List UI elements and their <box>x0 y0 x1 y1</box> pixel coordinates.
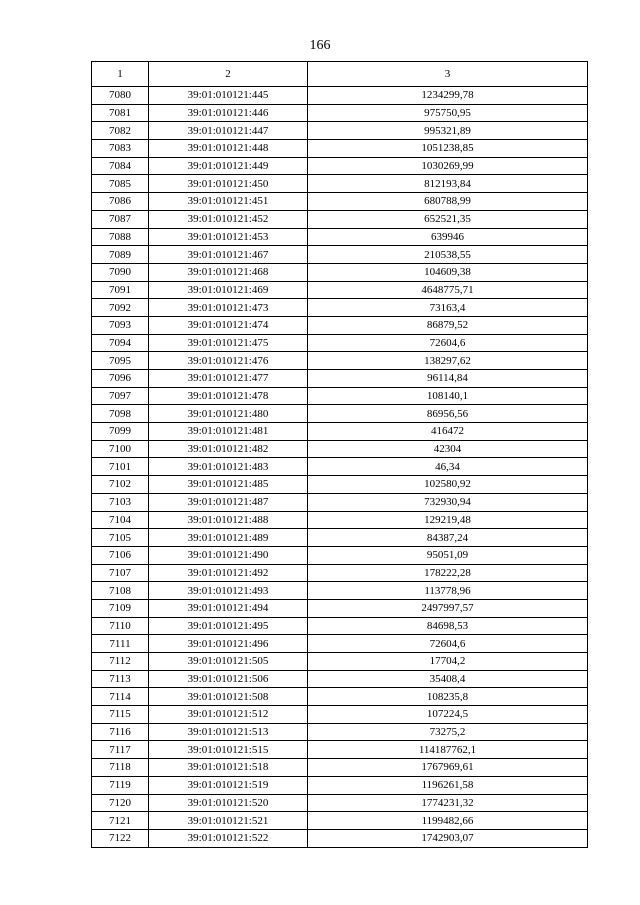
column-header-1: 1 <box>92 62 149 87</box>
row-number-cell: 7120 <box>92 794 149 812</box>
table-row <box>92 723 588 741</box>
cadastral-number-cell: 39:01:010121:495 <box>149 617 308 635</box>
cadastral-number-cell: 39:01:010121:520 <box>149 794 308 812</box>
cadastral-number-cell: 39:01:010121:467 <box>149 246 308 264</box>
value-cell: 17704,2 <box>308 653 588 671</box>
row-number-cell: 7105 <box>92 529 149 547</box>
row-number-cell: 7096 <box>92 370 149 388</box>
cadastral-number-cell: 39:01:010121:477 <box>149 370 308 388</box>
cadastral-number-cell: 39:01:010121:512 <box>149 706 308 724</box>
value-cell: 1742903,07 <box>308 829 588 847</box>
table-row <box>92 210 588 228</box>
row-number-cell: 7111 <box>92 635 149 653</box>
cadastral-number-cell: 39:01:010121:468 <box>149 263 308 281</box>
value-cell: 114187762,1 <box>308 741 588 759</box>
value-cell: 108235,8 <box>308 688 588 706</box>
table-row <box>92 599 588 617</box>
row-number-cell: 7109 <box>92 599 149 617</box>
value-cell: 42304 <box>308 440 588 458</box>
value-cell: 1774231,32 <box>308 794 588 812</box>
row-number-cell: 7085 <box>92 175 149 193</box>
cadastral-number-cell: 39:01:010121:508 <box>149 688 308 706</box>
value-cell: 108140,1 <box>308 387 588 405</box>
value-cell: 95051,09 <box>308 546 588 564</box>
value-cell: 73163,4 <box>308 299 588 317</box>
value-cell: 35408,4 <box>308 670 588 688</box>
cadastral-number-cell: 39:01:010121:493 <box>149 582 308 600</box>
value-cell: 113778,96 <box>308 582 588 600</box>
table-row <box>92 776 588 794</box>
cadastral-number-cell: 39:01:010121:488 <box>149 511 308 529</box>
value-cell: 107224,5 <box>308 706 588 724</box>
row-number-cell: 7101 <box>92 458 149 476</box>
cadastral-number-cell: 39:01:010121:515 <box>149 741 308 759</box>
row-number-cell: 7094 <box>92 334 149 352</box>
row-number-cell: 7082 <box>92 122 149 140</box>
value-cell: 680788,99 <box>308 193 588 211</box>
table-row <box>92 635 588 653</box>
cadastral-number-cell: 39:01:010121:448 <box>149 140 308 158</box>
row-number-cell: 7102 <box>92 476 149 494</box>
table-row <box>92 794 588 812</box>
cadastral-number-cell: 39:01:010121:487 <box>149 493 308 511</box>
table-row <box>92 299 588 317</box>
row-number-cell: 7090 <box>92 263 149 281</box>
row-number-cell: 7114 <box>92 688 149 706</box>
table-row <box>92 493 588 511</box>
cadastral-number-cell: 39:01:010121:506 <box>149 670 308 688</box>
table-row <box>92 87 588 105</box>
cadastral-number-cell: 39:01:010121:490 <box>149 546 308 564</box>
row-number-cell: 7103 <box>92 493 149 511</box>
table-row <box>92 246 588 264</box>
row-number-cell: 7080 <box>92 87 149 105</box>
row-number-cell: 7091 <box>92 281 149 299</box>
row-number-cell: 7112 <box>92 653 149 671</box>
row-number-cell: 7099 <box>92 423 149 441</box>
value-cell: 138297,62 <box>308 352 588 370</box>
cadastral-number-cell: 39:01:010121:452 <box>149 210 308 228</box>
table-row <box>92 440 588 458</box>
cadastral-number-cell: 39:01:010121:505 <box>149 653 308 671</box>
table-row <box>92 829 588 847</box>
table-row <box>92 122 588 140</box>
table-row <box>92 741 588 759</box>
cadastral-number-cell: 39:01:010121:480 <box>149 405 308 423</box>
table-row <box>92 546 588 564</box>
value-cell: 129219,48 <box>308 511 588 529</box>
cadastral-number-cell: 39:01:010121:513 <box>149 723 308 741</box>
value-cell: 1199482,66 <box>308 812 588 830</box>
table-row <box>92 193 588 211</box>
row-number-cell: 7083 <box>92 140 149 158</box>
value-cell: 1051238,85 <box>308 140 588 158</box>
table-row <box>92 423 588 441</box>
value-cell: 104609,38 <box>308 263 588 281</box>
value-cell: 46,34 <box>308 458 588 476</box>
row-number-cell: 7118 <box>92 759 149 777</box>
value-cell: 72604,6 <box>308 635 588 653</box>
cadastral-number-cell: 39:01:010121:450 <box>149 175 308 193</box>
row-number-cell: 7084 <box>92 157 149 175</box>
row-number-cell: 7122 <box>92 829 149 847</box>
value-cell: 210538,55 <box>308 246 588 264</box>
row-number-cell: 7093 <box>92 316 149 334</box>
cadastral-number-cell: 39:01:010121:469 <box>149 281 308 299</box>
row-number-cell: 7116 <box>92 723 149 741</box>
header-row <box>92 62 588 87</box>
row-number-cell: 7117 <box>92 741 149 759</box>
table-body <box>92 87 588 848</box>
table-row <box>92 175 588 193</box>
table-row <box>92 706 588 724</box>
value-cell: 975750,95 <box>308 104 588 122</box>
value-cell: 1234299,78 <box>308 87 588 105</box>
cadastral-number-cell: 39:01:010121:519 <box>149 776 308 794</box>
row-number-cell: 7081 <box>92 104 149 122</box>
table-row <box>92 511 588 529</box>
table-row <box>92 670 588 688</box>
cadastral-number-cell: 39:01:010121:489 <box>149 529 308 547</box>
row-number-cell: 7107 <box>92 564 149 582</box>
cadastral-number-cell: 39:01:010121:482 <box>149 440 308 458</box>
data-table <box>91 61 588 848</box>
row-number-cell: 7095 <box>92 352 149 370</box>
value-cell: 1030269,99 <box>308 157 588 175</box>
row-number-cell: 7106 <box>92 546 149 564</box>
value-cell: 178222,28 <box>308 564 588 582</box>
row-number-cell: 7086 <box>92 193 149 211</box>
value-cell: 86956,56 <box>308 405 588 423</box>
table-row <box>92 812 588 830</box>
table-row <box>92 316 588 334</box>
value-cell: 4648775,71 <box>308 281 588 299</box>
table-row <box>92 529 588 547</box>
cadastral-number-cell: 39:01:010121:496 <box>149 635 308 653</box>
cadastral-number-cell: 39:01:010121:449 <box>149 157 308 175</box>
value-cell: 73275,2 <box>308 723 588 741</box>
value-cell: 84698,53 <box>308 617 588 635</box>
table-row <box>92 476 588 494</box>
cadastral-number-cell: 39:01:010121:445 <box>149 87 308 105</box>
row-number-cell: 7092 <box>92 299 149 317</box>
value-cell: 995321,89 <box>308 122 588 140</box>
table-row <box>92 688 588 706</box>
table-row <box>92 405 588 423</box>
cadastral-number-cell: 39:01:010121:481 <box>149 423 308 441</box>
value-cell: 86879,52 <box>308 316 588 334</box>
table-row <box>92 281 588 299</box>
row-number-cell: 7115 <box>92 706 149 724</box>
table-row <box>92 653 588 671</box>
row-number-cell: 7087 <box>92 210 149 228</box>
row-number-cell: 7121 <box>92 812 149 830</box>
cadastral-number-cell: 39:01:010121:485 <box>149 476 308 494</box>
value-cell: 102580,92 <box>308 476 588 494</box>
table-row <box>92 263 588 281</box>
cadastral-number-cell: 39:01:010121:521 <box>149 812 308 830</box>
cadastral-number-cell: 39:01:010121:478 <box>149 387 308 405</box>
row-number-cell: 7088 <box>92 228 149 246</box>
row-number-cell: 7100 <box>92 440 149 458</box>
value-cell: 416472 <box>308 423 588 441</box>
table-row <box>92 334 588 352</box>
value-cell: 84387,24 <box>308 529 588 547</box>
table-row <box>92 759 588 777</box>
table-row <box>92 458 588 476</box>
value-cell: 652521,35 <box>308 210 588 228</box>
cadastral-number-cell: 39:01:010121:453 <box>149 228 308 246</box>
table-row <box>92 370 588 388</box>
value-cell: 639946 <box>308 228 588 246</box>
cadastral-number-cell: 39:01:010121:522 <box>149 829 308 847</box>
value-cell: 2497997,57 <box>308 599 588 617</box>
cadastral-number-cell: 39:01:010121:474 <box>149 316 308 334</box>
column-header-3: 3 <box>308 62 588 87</box>
table-row <box>92 564 588 582</box>
value-cell: 1767969,61 <box>308 759 588 777</box>
row-number-cell: 7108 <box>92 582 149 600</box>
page-number: 166 <box>309 38 331 53</box>
cadastral-number-cell: 39:01:010121:446 <box>149 104 308 122</box>
table-row <box>92 352 588 370</box>
table-row <box>92 157 588 175</box>
cadastral-number-cell: 39:01:010121:447 <box>149 122 308 140</box>
value-cell: 732930,94 <box>308 493 588 511</box>
table-row <box>92 582 588 600</box>
table-row <box>92 617 588 635</box>
row-number-cell: 7104 <box>92 511 149 529</box>
cadastral-number-cell: 39:01:010121:473 <box>149 299 308 317</box>
cadastral-number-cell: 39:01:010121:483 <box>149 458 308 476</box>
value-cell: 72604,6 <box>308 334 588 352</box>
table-header <box>92 62 588 87</box>
value-cell: 1196261,58 <box>308 776 588 794</box>
row-number-cell: 7089 <box>92 246 149 264</box>
column-header-2: 2 <box>149 62 308 87</box>
row-number-cell: 7113 <box>92 670 149 688</box>
row-number-cell: 7098 <box>92 405 149 423</box>
table-row <box>92 228 588 246</box>
value-cell: 812193,84 <box>308 175 588 193</box>
cadastral-number-cell: 39:01:010121:475 <box>149 334 308 352</box>
cadastral-number-cell: 39:01:010121:451 <box>149 193 308 211</box>
row-number-cell: 7119 <box>92 776 149 794</box>
cadastral-number-cell: 39:01:010121:492 <box>149 564 308 582</box>
value-cell: 96114,84 <box>308 370 588 388</box>
table-row <box>92 104 588 122</box>
table-row <box>92 387 588 405</box>
row-number-cell: 7097 <box>92 387 149 405</box>
row-number-cell: 7110 <box>92 617 149 635</box>
cadastral-number-cell: 39:01:010121:518 <box>149 759 308 777</box>
table-row <box>92 140 588 158</box>
cadastral-number-cell: 39:01:010121:494 <box>149 599 308 617</box>
cadastral-number-cell: 39:01:010121:476 <box>149 352 308 370</box>
